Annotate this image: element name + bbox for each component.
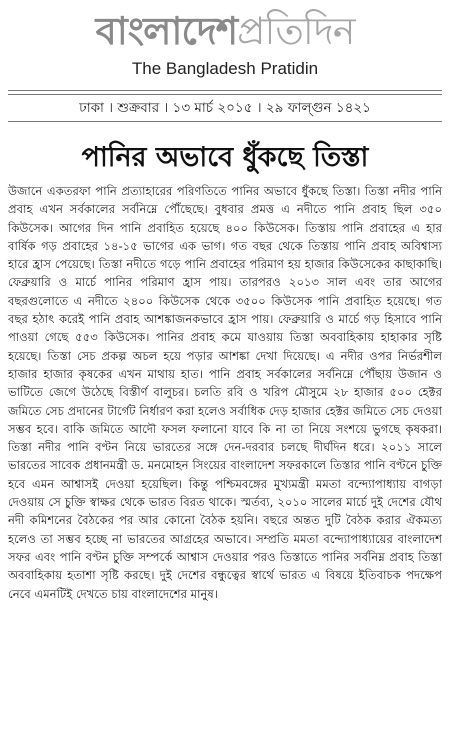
masthead-logo-part1: বাংলাদেশ	[95, 8, 238, 53]
article-body: উজানে একতরফা পানি প্রত্যাহারের পরিণতিতে পানির অভাবে ধুঁকছে তিস্তা। তিস্তা নদীর পানি প্রবাহ এখন সর্বকালের সর্বনিম্নে পৌঁছেছে। বুধবার প্রমত্ত এ নদীতে পানি প্রবাহ ছিল ৩৫০ কিউসেক। আগের দিন পানি প্রবাহিত হয়েছে ৪০০ কিউসেক। তিস্তায় পানি প্রবাহের এ হার বার্ষিক গড় প্রবাহের ১৪-১৫ ভাগের এক ভাগ। গত বছর থেকে তিস্তায় পানি প্রবাহ অবিশ্বাস্য হারে হ্রাস পেয়েছে। তিস্তা নদীতে গড়ে পানি প্রবাহের পরিমাণ হয় হাজার কিউসেকের কাছাকাছি। ফেব্রুয়ারি ও মার্চে পানির পরিমাণ হ্রাস পায়। তারপরও ২০১৩ সাল এবং তার আগের বছরগুলোতে এ নদীতে ২৪০০ কিউসেক থেকে ৩৫০০ কিউসেক পানি প্রবাহিত হয়েছে। গত বছর হঠাৎ করেই পানি প্রবাহ আশঙ্কাজনকভাবে হ্রাস পায়। ফেব্রুয়ারি ও মার্চে গড় হিসাবে পানি পাওয়া গেছে ৫৫৩ কিউসেক। পানির প্রবাহ কমে যাওয়ায় তিস্তা অববাহিকায় হাহাকার সৃষ্টি হয়েছে। তিস্তা সেচ প্রকল্প অচল হয়ে পড়ার আশঙ্কা দেখা দিয়েছে। এ নদীর ওপর নির্ভরশীল হাজার হাজার কৃষকের এখন মাথায় হাত। পানি প্রবাহ সর্বকালের সর্বনিম্নে পৌঁছায় উজান ও ভাটিতে জেগে উঠেছে বিস্তীর্ণ বালুচর। চলতি রবি ও খরিপ মৌসুমে ২৮ হাজার ৫০০ হেক্টর জমিতে সেচ প্রদানের টার্গেট নির্ধারণ করা হলেও সর্বাধিক দেড় হাজার হেক্টর জমিতে সেচ দেওয়া সম্ভব হবে। বাকি জমিতে আদৌ ফসল ফলানো যাবে কি না তা নিয়ে সংশয়ে ভুগছে কৃষকরা। তিস্তা নদীর পানি বণ্টন নিয়ে ভারতের সঙ্গে দেন-দরবার চলছে দীর্ঘদিন ধরে। ২০১১ সালে ভারতের সাবেক প্রধানমন্ত্রী ড. মনমোহন সিংয়ের বাংলাদেশ সফরকালে তিস্তার পানি বণ্টনে চুক্তি হবে এমন আশ্বাসই দেওয়া হয়েছিল। কিন্তু পশ্চিমবঙ্গের মুখ্যমন্ত্রী মমতা বন্দ্যোপাধ্যায় বাগড়া দেওয়ায় সে চুক্তি স্বাক্ষর থেকে ভারত বিরত থাকে। স্মর্তব্য, ২০১০ সালের মার্চে দুই দেশের যৌথ নদী কমিশনের বৈঠকের পর আর কোনো বৈঠক হয়নি। বছরে অন্তত দুটি বৈঠক করার ঐকমত্য হলেও তা সম্ভব হচ্ছে না ভারতের আগ্রহের অভাবে। সম্প্রতি মমতা বন্দ্যোপাধ্যায়ের বাংলাদেশ সফর এবং পানি বণ্টন চুক্তি সম্পর্কে আশ্বাস দেওয়ার পরও তিস্তাতে পানির সর্বনিম্ন প্রবাহ তিস্তা অববাহিকায় হতাশা সৃষ্টি করছে। দুই দেশের বন্ধুত্বের স্বার্থে ভারত এ বিষয়ে ইতিবাচক পদক্ষেপ নেবে এমনটিই দেখতে চায় বাংলাদেশের মানুষ।	[8, 184, 442, 601]
masthead-logo-part2: প্রতিদিন	[237, 9, 355, 53]
article-headline: পানির অভাবে ধুঁকছে তিস্তা	[81, 142, 369, 173]
masthead-logo	[8, 6, 442, 56]
masthead	[8, 0, 442, 80]
masthead-subtitle: The Bangladesh Pratidin	[131, 59, 319, 78]
dateline: ঢাকা । শুক্রবার । ১৩ মার্চ ২০১৫ । ২৯ ফাল্গুন ১৪২১	[79, 100, 371, 116]
dateline-divider	[8, 121, 442, 122]
